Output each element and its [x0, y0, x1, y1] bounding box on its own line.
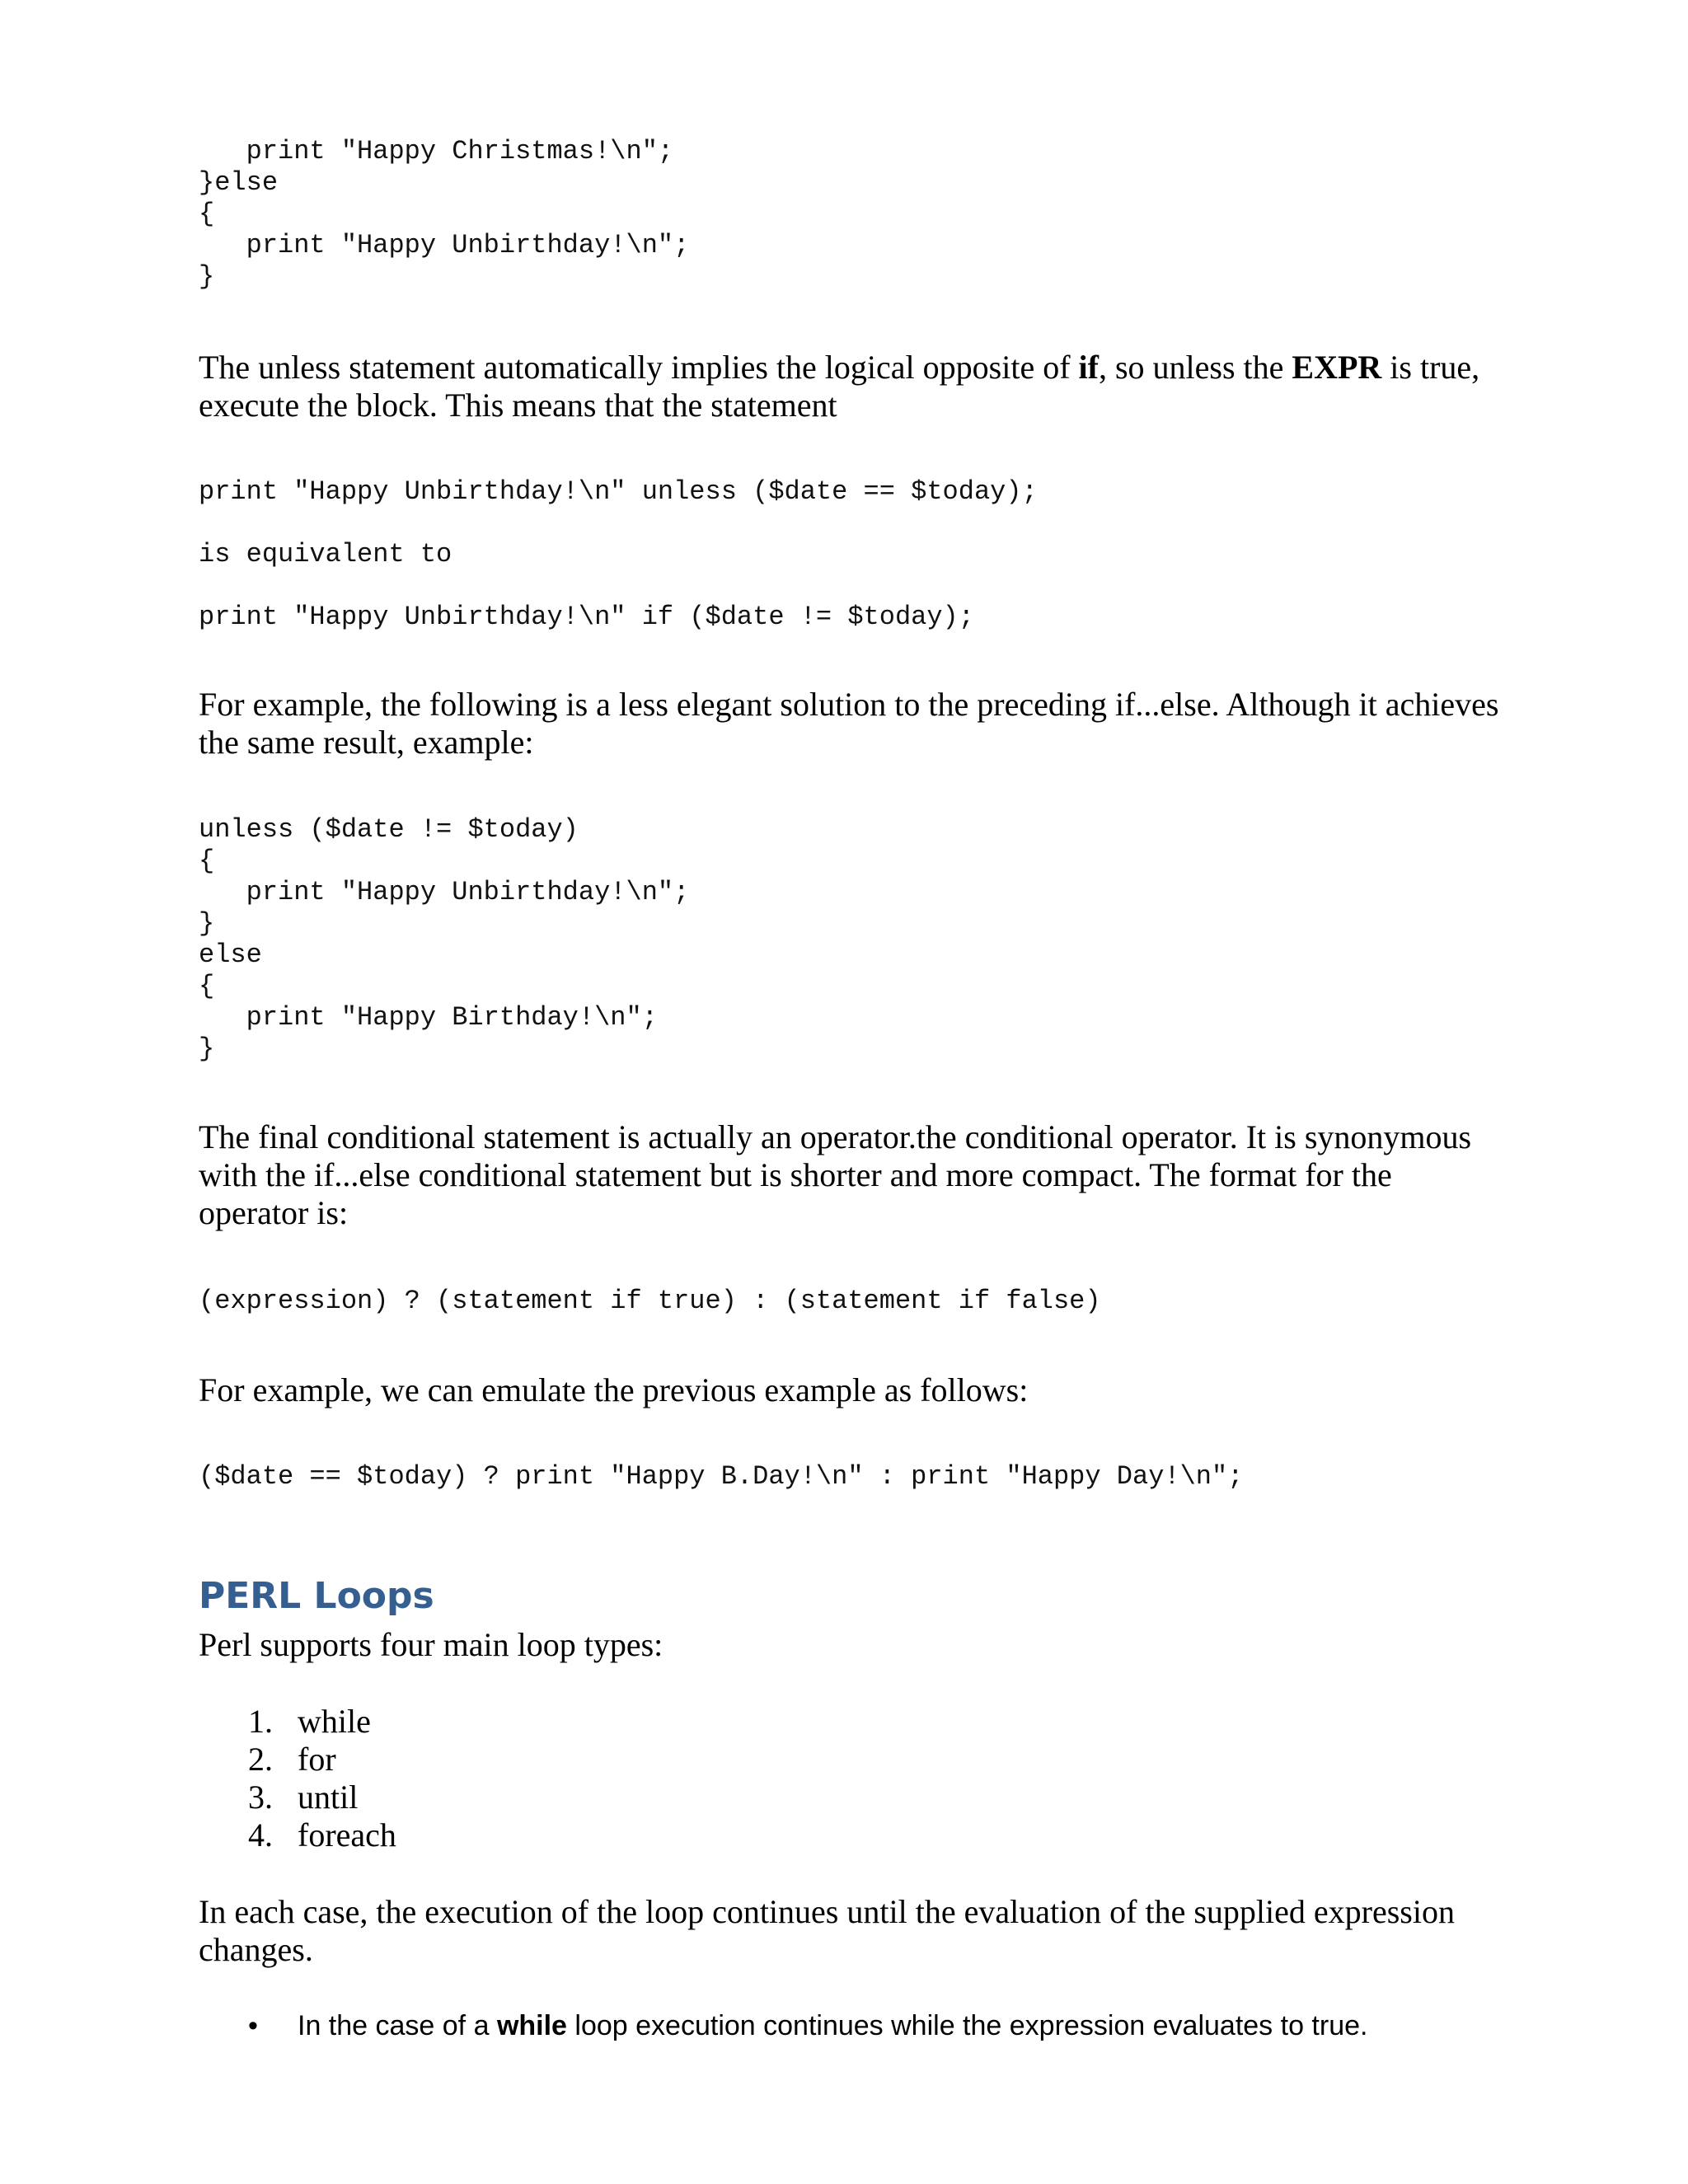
list-item: [199, 1741, 396, 1779]
loop-types-list: [199, 1703, 396, 1854]
paragraph-example: For example, the following is a less elegant solution to the preceding if...else. Although it achieves the same result, example:: [199, 686, 1499, 761]
bullet-icon: •: [248, 2010, 258, 2041]
bold-keyword-expr: EXPR: [1292, 349, 1382, 386]
paragraph-text: is true, execute the block. This means that the statement: [199, 349, 1480, 424]
list-item-label: for: [298, 1741, 336, 1778]
list-item-label: foreach: [298, 1816, 396, 1854]
code-block-christmas: print "Happy Christmas!\n"; }else { print "Happy Unbirthday!\n"; }: [199, 136, 690, 292]
section-heading-perl-loops: PERL Loops: [199, 1575, 434, 1617]
code-ternary-format: (expression) ? (statement if true) : (statement if false): [199, 1286, 1101, 1316]
list-item: [199, 1816, 396, 1854]
list-item-label: while: [298, 1703, 371, 1740]
list-item: [199, 1779, 396, 1816]
bullet-item-while: [199, 2008, 1367, 2043]
code-if-statement: print "Happy Unbirthday!\n" if ($date != $today);: [199, 602, 974, 632]
list-number: 4.: [248, 1816, 273, 1854]
bullet-text: loop execution continues while the expression evaluates to true.: [566, 2010, 1368, 2041]
paragraph-conditional-operator: The final conditional statement is actually an operator.the conditional operator. It is synonymous with the if...else conditional statement but is shorter and more compact. The format for the operator is:: [199, 1118, 1472, 1231]
paragraph-loop-types: Perl supports four main loop types:: [199, 1626, 663, 1663]
list-item-label: until: [298, 1779, 359, 1816]
paragraph-unless: [199, 349, 1501, 424]
bold-keyword-while: while: [496, 2010, 567, 2041]
code-block-unless-else: unless ($date != $today) { print "Happy Unbirthday!\n"; } else { print "Happy Birthday!\n"; }: [199, 814, 690, 1064]
list-item: [199, 1703, 396, 1741]
code-unless-statement: print "Happy Unbirthday!\n" unless ($date == $today);: [199, 476, 1038, 507]
paragraph-text: The unless statement automatically implies the logical opposite of: [199, 349, 1079, 386]
paragraph-text: , so unless the: [1098, 349, 1292, 386]
code-equivalent-label: is equivalent to: [199, 539, 452, 569]
paragraph-each-case: In each case, the execution of the loop continues until the evaluation of the supplied expression changes.: [199, 1893, 1455, 1968]
bullet-text: In the case of a: [298, 2010, 497, 2041]
code-ternary-example: ($date == $today) ? print "Happy B.Day!\n" : print "Happy Day!\n";: [199, 1461, 1244, 1492]
list-number: 1.: [248, 1703, 273, 1740]
list-number: 3.: [248, 1779, 273, 1816]
bold-keyword-if: if: [1078, 349, 1099, 386]
bullet-list: [199, 2008, 1367, 2043]
list-number: 2.: [248, 1741, 273, 1778]
paragraph-emulate: For example, we can emulate the previous example as follows:: [199, 1371, 1029, 1408]
